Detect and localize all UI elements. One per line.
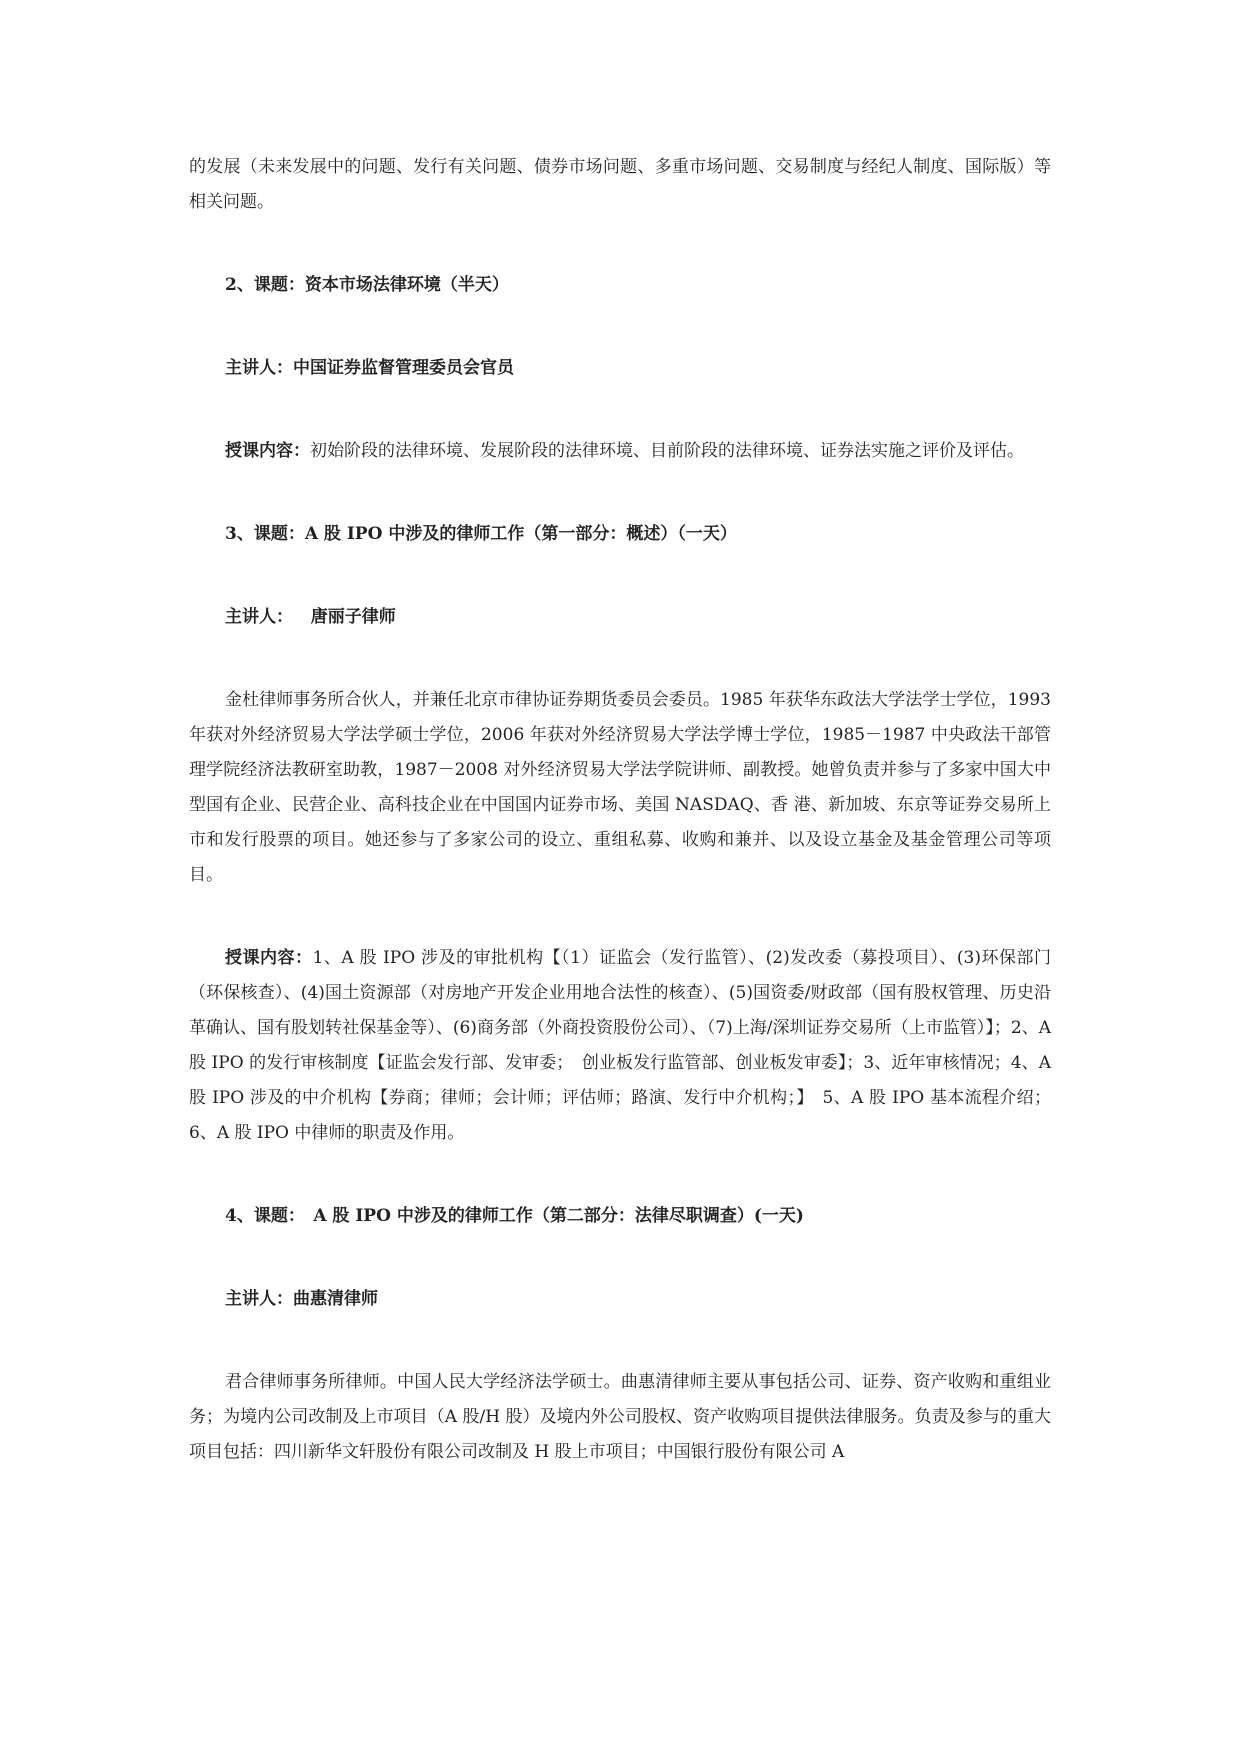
content-label: 授课内容： xyxy=(225,441,310,461)
speaker-name: 唐丽子律师 xyxy=(310,607,396,627)
document-page xyxy=(189,150,1051,1470)
speaker-name: 中国证券监督管理委员会官员 xyxy=(293,358,514,378)
topic2-speaker xyxy=(189,351,1051,386)
topic2-content-paragraph xyxy=(189,434,1051,469)
speaker-label: 主讲人： xyxy=(225,607,293,627)
topic3-bio-paragraph: 金杜律师事务所合伙人，并兼任北京市律协证券期货委员会委员。1985 年获华东政法大学法学士学位，1993 年获对外经济贸易大学法学硕士学位，2006 年获对外经济贸易大学法学博士学位，1985－1987 中央政法干部管理学院经济法教研室助教，1987－2008 对外经济贸易大学法学院讲师、副教授。她曾负责并参与了多家中国大中型国有企业、民营企业、高科技企业在中国国内证券市场、美国 NASDAQ、香 港、新加坡、东京等证券交易所上市和发行股票的项目。她还参与了多家公司的设立、重组私募、收购和兼并、以及设立基金及基金管理公司等项目。 xyxy=(189,690,1051,885)
speaker-label: 主讲人： xyxy=(225,1289,293,1309)
speaker-name: 曲惠清律师 xyxy=(293,1289,378,1309)
content-text: 1、A 股 IPO 涉及的审批机构【（1）证监会（发行监管）、(2)发改委（募投项目）、(3)环保部门（环保核查）、(4)国土资源部（对房地产开发企业用地合法性的核查）、(5)国资委/财政部（国有股权管理、历史沿革确认、国有股划转社保基金等）、(6)商务部（外商投资股份公司）、（7)上海/深圳证券交易所（上市监管）】；2、A 股 IPO 的发行审核制度【证监会发行部、发审委； 创业板发行监管部、创业板发审委】；3、近年审核情况；4、A 股 IPO 涉及的中介机构【券商；律师；会计师；评估师；路演、发行中介机构；】 5、A 股 IPO 基本流程介绍；6、A 股 IPO 中律师的职责及作用。 xyxy=(189,948,1052,1143)
topic3-content-paragraph xyxy=(189,941,1051,1151)
topic4-title: 4、课题： A 股 IPO 中涉及的律师工作（第二部分：法律尽职调查）(一天) xyxy=(225,1206,804,1226)
speaker-label: 主讲人： xyxy=(225,358,293,378)
content-text: 初始阶段的法律环境、发展阶段的法律环境、目前阶段的法律环境、证券法实施之评价及评估。 xyxy=(310,441,1024,461)
topic3-title: 3、课题：A 股 IPO 中涉及的律师工作（第一部分：概述）（一天） xyxy=(225,524,737,544)
topic4-bio-paragraph: 君合律师事务所律师。中国人民大学经济法学硕士。曲惠清律师主要从事包括公司、证券、资产收购和重组业务；为境内公司改制及上市项目（A 股/H 股）及境内外公司股权、资产收购项目提供法律服务。负责及参与的重大项目包括：四川新华文轩股份有限公司改制及 H 股上市项目；中国银行股份有限公司 A xyxy=(189,1372,1051,1462)
topic3-speaker xyxy=(189,600,1051,635)
topic2-title: 2、课题：资本市场法律环境（半天） xyxy=(225,275,509,295)
topic4-speaker xyxy=(189,1282,1051,1317)
content-label: 授课内容： xyxy=(225,948,313,968)
intro-continuation-paragraph: 的发展（未来发展中的问题、发行有关问题、债券市场问题、多重市场问题、交易制度与经纪人制度、国际版）等相关问题。 xyxy=(189,157,1051,212)
